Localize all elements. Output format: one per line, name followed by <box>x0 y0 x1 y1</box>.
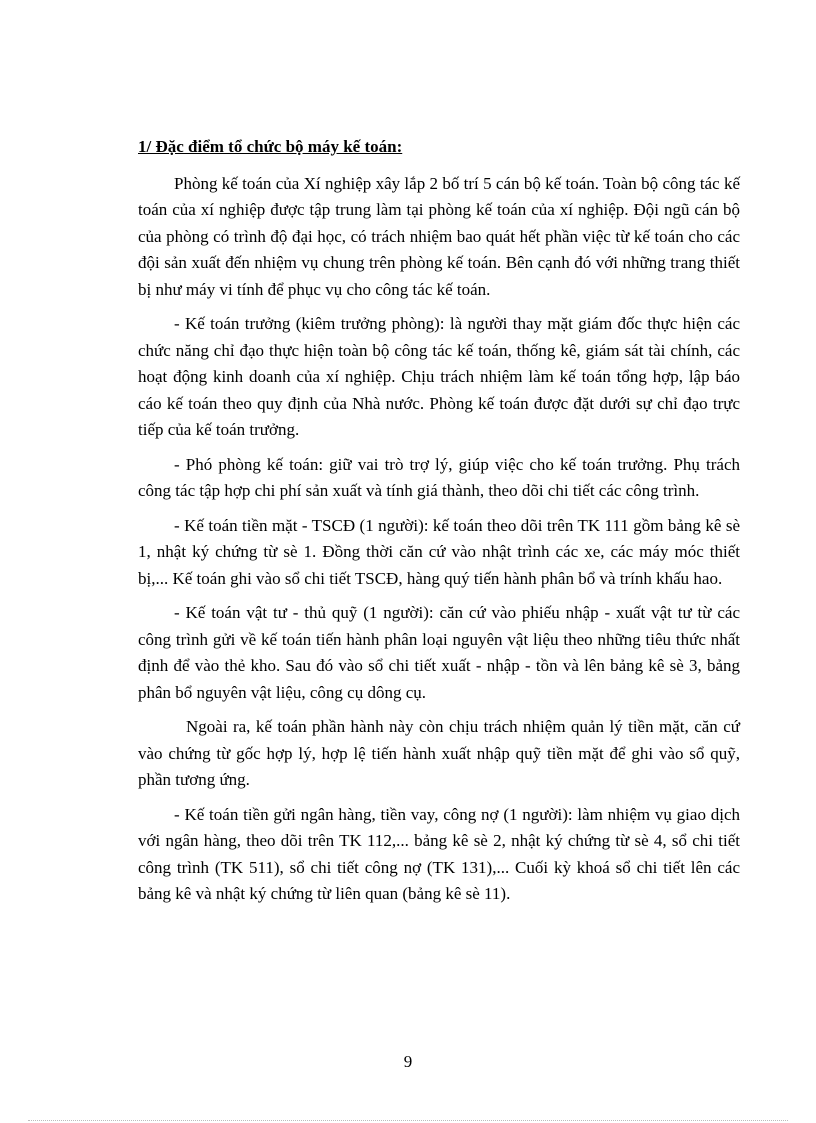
document-body <box>138 134 740 916</box>
paragraph-materials-treasurer: - Kế toán vật tư - thủ quỹ (1 người): căn cứ vào phiếu nhập - xuất vật tư từ các công trình gửi về kế toán tiến hành phân loại nguyên vật liệu theo những tiêu thức nhất định để vào thẻ kho. Sau đó vào sổ chi tiết xuất - nhập - tồn và lên bảng kê sè 3, bảng phân bổ nguyên vật liệu, công cụ dông cụ. <box>138 603 740 702</box>
section-heading: 1/ Đặc điểm tổ chức bộ máy kế toán: <box>138 137 403 156</box>
page-number: 9 <box>403 1052 413 1071</box>
paragraph-cash-fixed-assets: - Kế toán tiền mặt - TSCĐ (1 người): kế toán theo dõi trên TK 111 gồm bảng kê sè 1, nhật ký chứng từ sè 1. Đồng thời căn cứ vào nhật trình các xe, các máy móc thiết bị,... Kế toán ghi vào sổ chi tiết TSCĐ, hàng quý tiến hành phân bổ và trính khấu hao. <box>138 515 740 588</box>
paragraph-deputy-head: - Phó phòng kế toán: giữ vai trò trợ lý, giúp việc cho kế toán trưởng. Phụ trách công tác tập hợp chi phí sản xuất và tính giá thành, theo dõi chi tiết các công trình. <box>138 454 740 500</box>
paragraph-additional-duties: Ngoài ra, kế toán phần hành này còn chịu trách nhiệm quản lý tiền mặt, căn cứ vào chứng từ gốc hợp lý, hợp lệ tiến hành xuất nhập quỹ tiền mặt để ghi vào sổ quỹ, phần tương ứng. <box>138 717 740 789</box>
page-bottom-divider <box>28 1120 788 1121</box>
paragraph-chief-accountant: - Kế toán trưởng (kiêm trưởng phòng): là người thay mặt giám đốc thực hiện các chức năng chỉ đạo thực hiện toàn bộ công tác kế toán, thống kê, giám sát tài chính, các hoạt động kinh doanh của xí nghiệp. Chịu trách nhiệm làm kế toán tổng hợp, lập báo cáo kế toán theo quy định của Nhà nước. Phòng kế toán được đặt dưới sự chỉ đạo trực tiếp của kế toán trưởng. <box>138 314 740 439</box>
paragraph-bank-loans-debts: - Kế toán tiền gửi ngân hàng, tiền vay, công nợ (1 người): làm nhiệm vụ giao dịch với ngân hàng, theo dõi trên TK 112,... bảng kê sè 2, nhật ký chứng từ sè 4, sổ chi tiết công trình (TK 511), sổ chi tiết công nợ (TK 131),... Cuối kỳ khoá sổ chi tiết lên các bảng kê và nhật ký chứng từ liên quan (bảng kê sè 11). <box>138 804 740 903</box>
paragraph-overview: Phòng kế toán của Xí nghiệp xây lắp 2 bố trí 5 cán bộ kế toán. Toàn bộ công tác kế toán của xí nghiệp được tập trung làm tại phòng kế toán của xí nghiệp. Đội ngũ cán bộ của phòng có trình độ đại học, có trách nhiệm bao quát hết phần việc từ kế toán cho các đội sản xuất đến nhiệm vụ chung trên phòng kế toán. Bên cạnh đó với những trang thiết bị như máy vi tính để phục vụ cho công tác kế toán. <box>138 173 740 299</box>
